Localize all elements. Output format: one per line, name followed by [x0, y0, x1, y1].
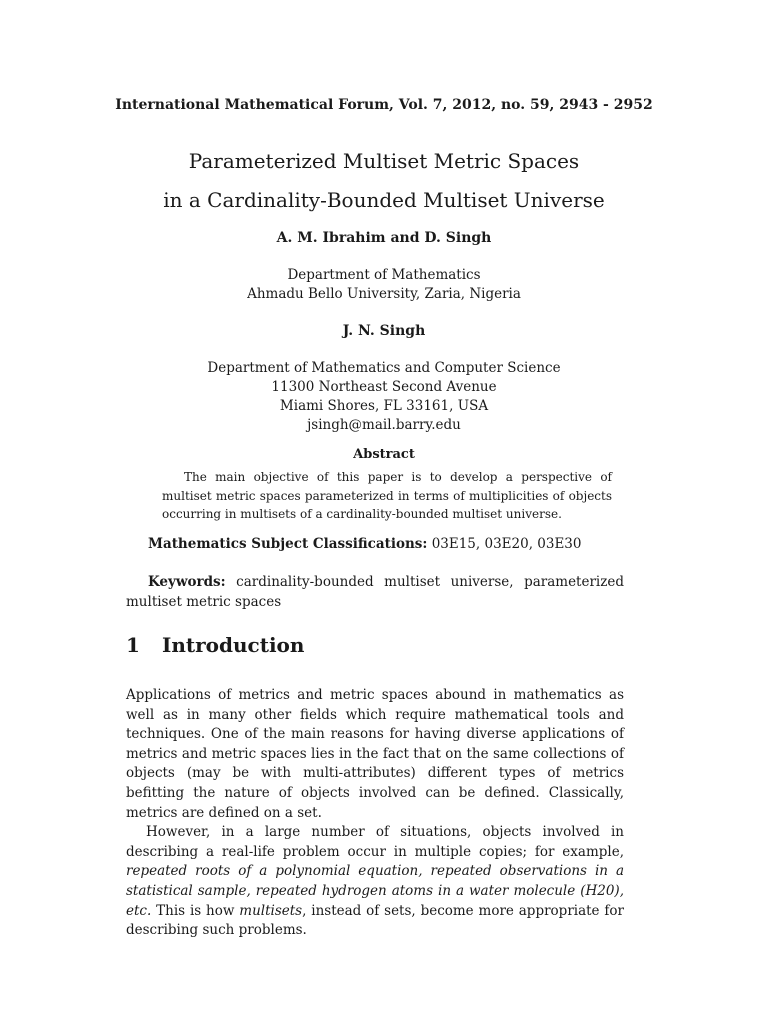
affiliation-2-line-2: 11300 Northeast Second Avenue	[271, 379, 497, 395]
authors-secondary: J. N. Singh	[342, 323, 426, 339]
intro-paragraph-1: Applications of metrics and metric spaces abound in mathematics as well as in many other fields which require mathematical tools and techniques. One of the main reasons for having diverse applications of metrics and metric spaces lies in the fact that on the same collections of objects (may be with multi-attributes) different types of metrics befitting the nature of objects involved can be defined. Classically, metrics are defined on a set.	[126, 687, 624, 821]
affiliation-1-line-2: Ahmadu Bello University, Zaria, Nigeria	[247, 286, 521, 302]
section-title: Introduction	[162, 633, 305, 657]
authors-primary: A. M. Ibrahim and D. Singh	[276, 230, 492, 246]
keywords-list: cardinality-bounded multiset universe, parameterized multiset metric spaces	[126, 574, 624, 610]
keywords-label: Keywords:	[148, 574, 226, 590]
abstract-heading: Abstract	[353, 447, 415, 462]
intro-p2-part-3: , instead of sets, become more appropriate for describing such problems.	[126, 902, 624, 939]
msc-line	[148, 536, 582, 552]
intro-p2-part-1: However, in a large number of situations, objects involved in describing a real-life problem occur in multiple copies; for example,	[126, 824, 624, 860]
intro-paragraph-2	[126, 823, 624, 941]
abstract-body	[162, 468, 612, 524]
intro-p2-multisets: multisets	[239, 902, 303, 919]
affiliation-1-line-1: Department of Mathematics	[287, 267, 481, 283]
affiliation-2-line-3: Miami Shores, FL 33161, USA	[279, 398, 489, 414]
abstract-text: The main objective of this paper is to develop a perspective of multiset metric spaces parameterized in terms of multiplicities of objects occurring in multisets of a cardinality-bounded multiset universe.	[162, 470, 612, 521]
paper-title-line-2: in a Cardinality-Bounded Multiset Universe	[163, 188, 605, 212]
intro-p2-examples: repeated roots of a polynomial equation, repeated observations in a statistical sample, repeated hydrogen atoms in a water molecule (H20), etc.	[126, 863, 624, 919]
msc-label: Mathematics Subject Classifications:	[148, 536, 428, 552]
author-email: jsingh@mail.barry.edu	[307, 417, 461, 433]
affiliation-2-line-1: Department of Mathematics and Computer Science	[207, 360, 561, 376]
section-heading	[126, 633, 304, 657]
intro-p2-part-2: This is how	[151, 902, 240, 919]
msc-codes: 03E15, 03E20, 03E30	[431, 536, 582, 552]
paper-title-line-1: Parameterized Multiset Metric Spaces	[188, 149, 580, 173]
introduction-body	[126, 686, 624, 941]
keywords-block	[126, 572, 624, 612]
section-number: 1	[126, 633, 140, 657]
journal-header: International Mathematical Forum, Vol. 7, 2012, no. 59, 2943 - 2952	[115, 97, 653, 113]
